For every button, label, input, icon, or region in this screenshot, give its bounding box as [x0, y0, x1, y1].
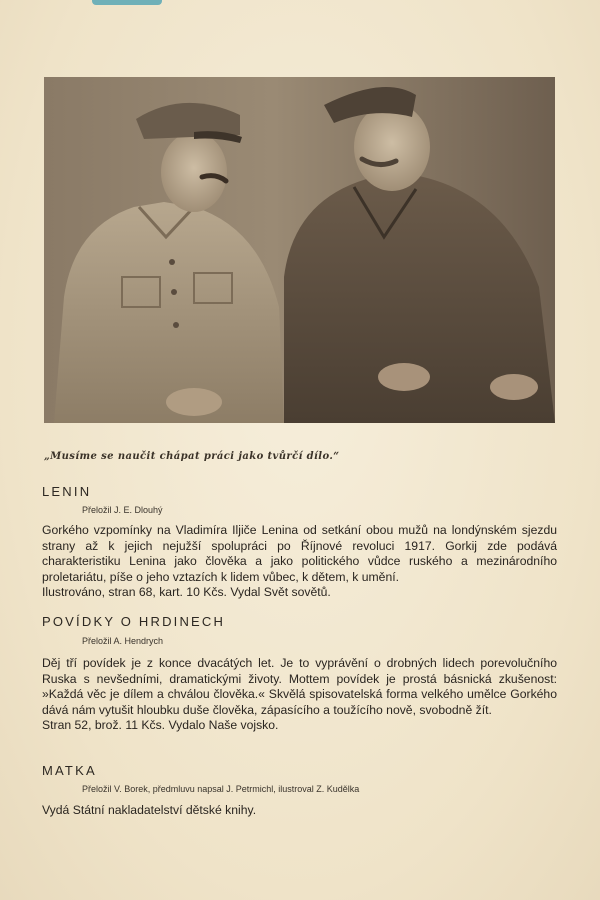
description-povidky: Děj tří povídek je z konce dvacátých let. Je to vyprávění o drobných lidech porevolučního Ruska s nevšedními, dramatickými životy. Mottem povídek je prostá básnická zkušenost: »Každá věc je dílem a chválou člověka.« Skvělá spisovatelská forma velkého umělce Gorkého dává nám vytušit hloubku duše člověka, zápasícího a toužícího nově, svobodně žít.	[42, 656, 557, 717]
photograph	[44, 77, 555, 423]
translator-lenin: Přeložil J. E. Dlouhý	[82, 505, 163, 515]
photo-caption: „Musíme se naučit chápat práci jako tvůrčí dílo.“	[44, 451, 340, 462]
publication-info-lenin: Ilustrováno, stran 68, kart. 10 Kčs. Vydal Svět sovětů.	[42, 585, 331, 599]
section-title-povidky: POVÍDKY O HRDINECH	[42, 614, 226, 629]
page-edge-mark	[92, 0, 162, 5]
publication-info-matka: Vydá Státní nakladatelství dětské knihy.	[42, 803, 257, 817]
section-title-lenin: LENIN	[42, 484, 92, 499]
translator-povidky: Přeložil A. Hendrych	[82, 636, 164, 646]
publication-info-povidky: Stran 52, brož. 11 Kčs. Vydalo Naše vojsko.	[42, 718, 279, 732]
section-title-matka: MATKA	[42, 763, 97, 778]
description-lenin: Gorkého vzpomínky na Vladimíra Iljiče Lenina od setkání obou mužů na londýnském sjezdu strany až k jejich nejužší spolupráci po Říjnové revoluci 1917. Gorkij zde podává charakteristiku Lenina jako člověka a jako politického vůdce ruského a mezinárodního proletariátu, píše o jeho vztazích k lidem vůbec, k dětem, k umění.	[42, 523, 557, 584]
translator-matka: Přeložil V. Borek, předmluvu napsal J. Petrmichl, ilustroval Z. Kudělka	[82, 784, 360, 794]
section-body-povidky	[42, 656, 557, 734]
section-body-matka	[42, 803, 557, 819]
section-body-lenin	[42, 523, 557, 601]
